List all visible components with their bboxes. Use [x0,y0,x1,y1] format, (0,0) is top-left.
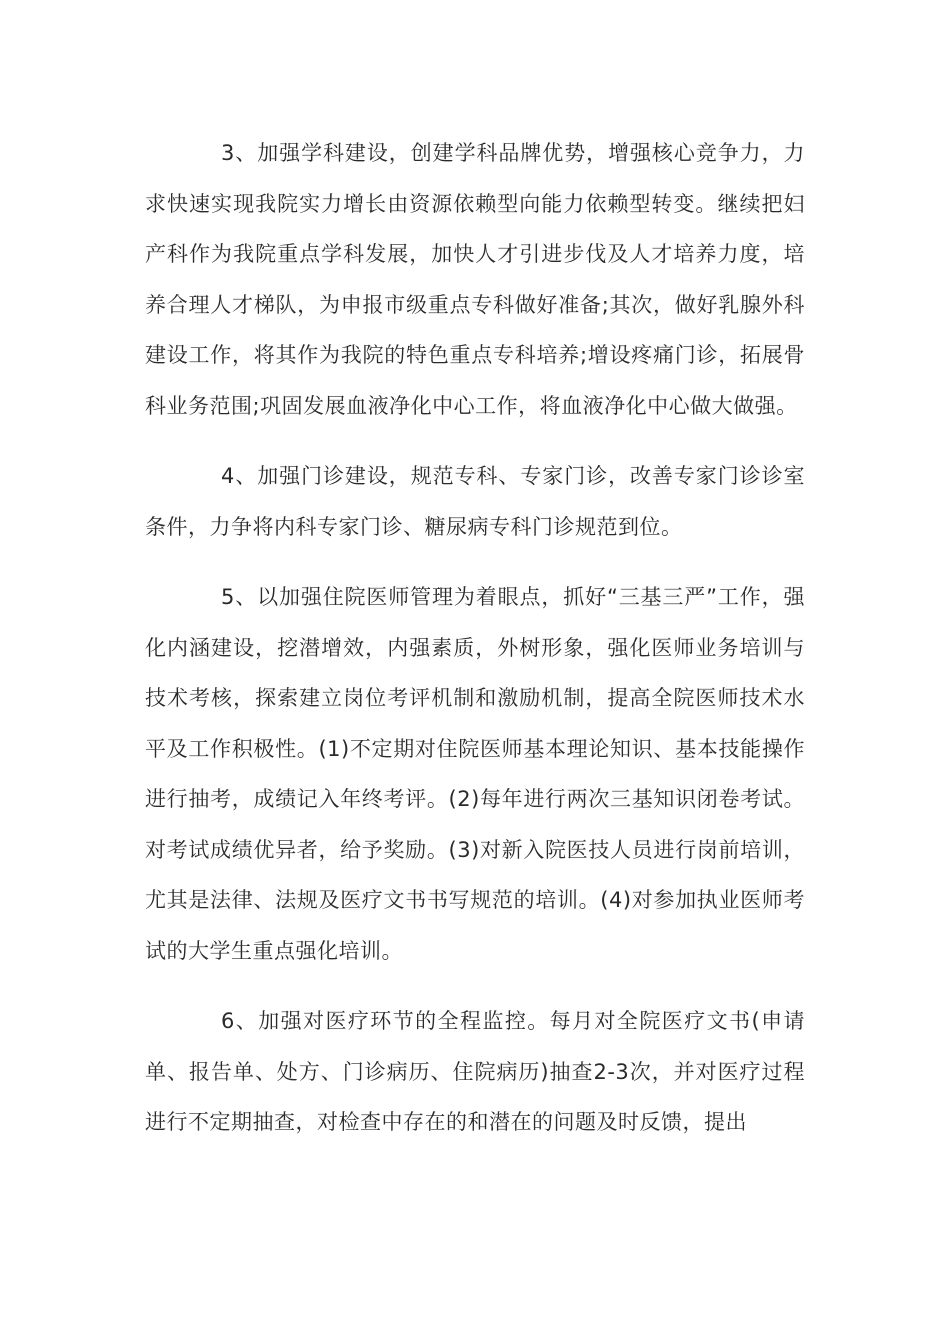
paragraph-item-6: 6、加强对医疗环节的全程监控。每月对全院医疗文书(申请单、报告单、处方、门诊病历、住院病历)抽查2-3次，并对医疗过程进行不定期抽查，对检查中存在的和潜在的问题及时反馈，提出 [145,1009,805,1134]
paragraph-item-5: 5、以加强住院医师管理为着眼点，抓好“三基三严”工作，强化内涵建设，挖潜增效，内强素质，外树形象，强化医师业务培训与技术考核，探索建立岗位考评机制和激励机制，提高全院医师技术水平及工作积极性。(1)不定期对住院医师基本理论知识、基本技能操作进行抽考，成绩记入年终考评。(2)每年进行两次三基知识闭卷考试。对考试成绩优异者，给予奖励。(3)对新入院医技人员进行岗前培训，尤其是法律、法规及医疗文书书写规范的培训。(4)对参加执业医师考试的大学生重点强化培训。 [145,585,805,963]
paragraph-item-3: 3、加强学科建设，创建学科品牌优势，增强核心竞争力，力求快速实现我院实力增长由资源依赖型向能力依赖型转变。继续把妇产科作为我院重点学科发展，加快人才引进步伐及人才培养力度，培养合理人才梯队，为申报市级重点专科做好准备;其次，做好乳腺外科建设工作，将其作为我院的特色重点专科培养;增设疼痛门诊，拓展骨科业务范围;巩固发展血液净化中心工作，将血液净化中心做大做强。 [145,141,805,418]
paragraph-item-4: 4、加强门诊建设，规范专科、专家门诊，改善专家门诊诊室条件，力争将内科专家门诊、糖尿病专科门诊规范到位。 [145,464,805,539]
document-body [145,128,805,1168]
